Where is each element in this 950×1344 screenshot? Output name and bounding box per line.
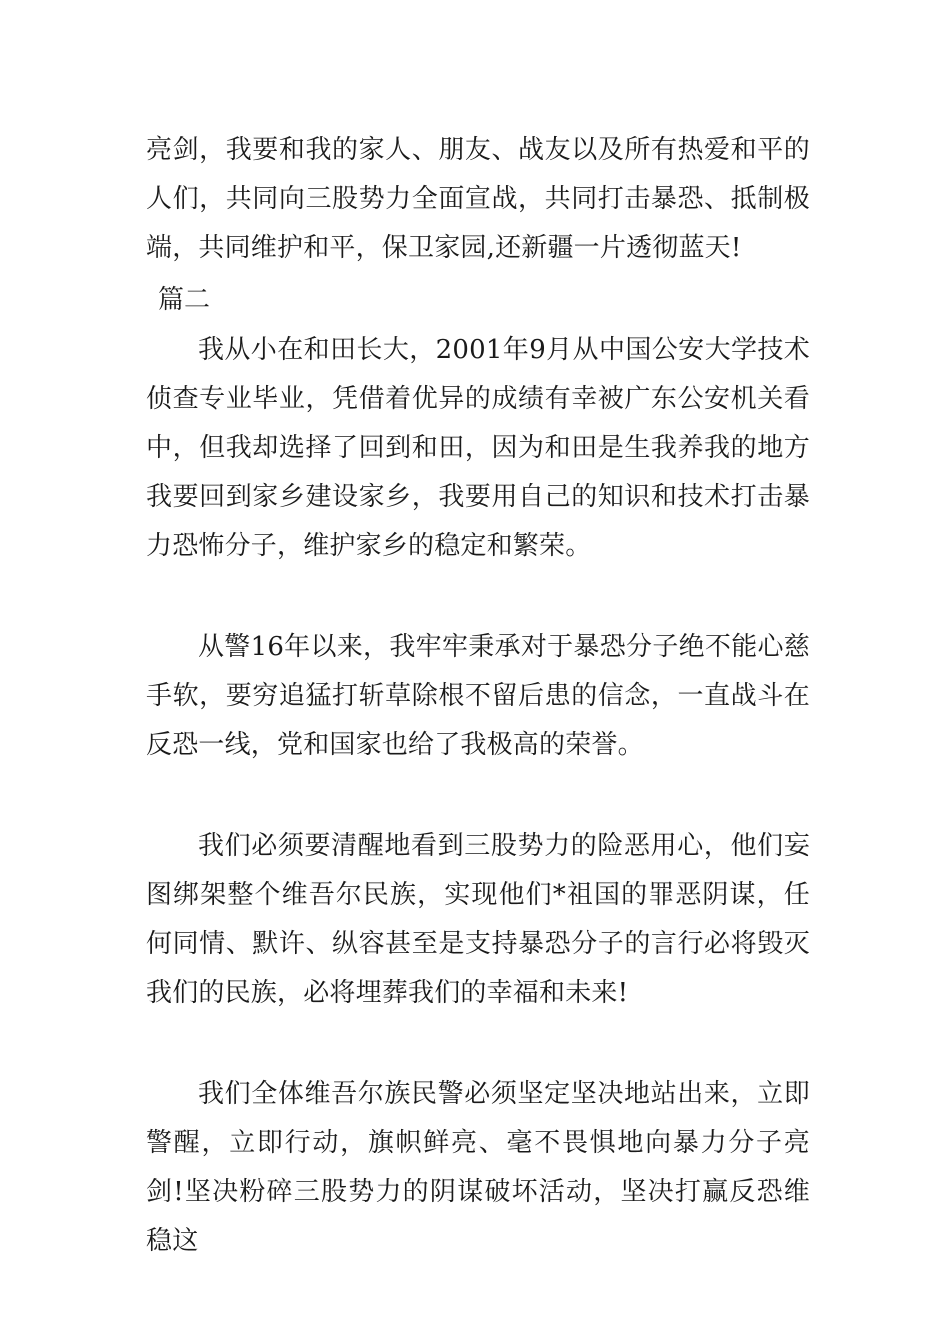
continued-paragraph: 亮剑，我要和我的家人、朋友、战友以及所有热爱和平的人们，共同向三股势力全面宣战，共同打击暴恐、抵制极端，共同维护和平，保卫家园,还新疆一片透彻蓝天! — [146, 135, 810, 263]
paragraph-1: 我从小在和田长大，2001年9月从中国公安大学技术侦查专业毕业，凭借着优异的成绩有幸被广东公安机关看中，但我却选择了回到和田，因为和田是生我养我的地方我要回到家乡建设家乡，我要用自己的知识和技术打击暴力恐怖分子，维护家乡的稳定和繁荣。 — [146, 335, 810, 561]
paragraph-3: 我们必须要清醒地看到三股势力的险恶用心，他们妄图绑架整个维吾尔民族，实现他们*祖国的罪恶阴谋，任何同情、默许、纵容甚至是支持暴恐分子的言行必将毁灭我们的民族，必将埋葬我们的幸福和未来! — [146, 831, 810, 1008]
section-heading: 篇二 — [158, 285, 211, 315]
paragraph-4: 我们全体维吾尔族民警必须坚定坚决地站出来，立即警醒，立即行动，旗帜鲜亮、毫不畏惧地向暴力分子亮剑!坚决粉碎三股势力的阴谋破坏活动，坚决打赢反恐维稳这 — [146, 1079, 810, 1256]
paragraph-2: 从警16年以来，我牢牢秉承对于暴恐分子绝不能心慈手软，要穷追猛打斩草除根不留后患的信念，一直战斗在反恐一线，党和国家也给了我极高的荣誉。 — [146, 632, 810, 760]
